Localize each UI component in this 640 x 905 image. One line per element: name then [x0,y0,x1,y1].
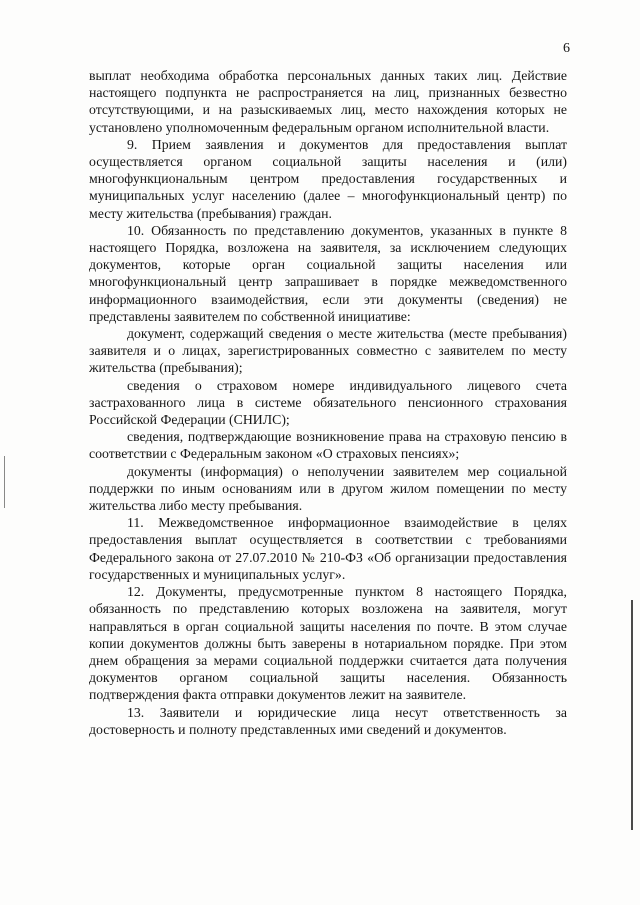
document-body [89,67,567,738]
page-number: 6 [563,41,570,56]
paragraph-13: 13. Заявители и юридические лица несут ответственность за достоверность и полноту представленных ими сведений и документов. [89,704,567,737]
paragraph-10-non-receipt: документы (информация) о неполучении заявителем мер социальной поддержки по иным основаниям или в другом жилом помещении по месту жительства либо месту пребывания. [89,463,567,514]
paragraph-10-pension-right: сведения, подтверждающие возникновение права на страховую пенсию в соответствии с Федеральным законом «О страховых пенсиях»; [89,429,567,462]
paragraph-12: 12. Документы, предусмотренные пунктом 8 настоящего Порядка, обязанность по представлению которых возложена на заявителя, могут направляться в орган социальной защиты населения по почте. В этом случае копии документов должны быть заверены в нотариальном порядке. При этом днем обращения за мерами социальной поддержки считается дата получения документов органом социальной защиты населения. Обязанность подтверждения факта отправки документов лежит на заявителе. [89,584,567,703]
scan-artifact-right [631,600,633,830]
paragraph-9: 9. Прием заявления и документов для предоставления выплат осуществляется органом социальной защиты населения и (или) многофункциональным центром предоставления государственных и муниципальных услуг населению (далее – многофункциональный центр) по месту жительства (пребывания) граждан. [89,136,567,221]
paragraph-11: 11. Межведомственное информационное взаимодействие в целях предоставления выплат осуществляется в соответствии с требованиями Федерального закона от 27.07.2010 № 210-ФЗ «Об организации предоставления государственных и муниципальных услуг». [89,515,567,582]
paragraph-intro: выплат необходима обработка персональных данных таких лиц. Действие настоящего подпункта не распространяется на лиц, признанных безвестно отсутствующими, и на разыскиваемых лиц, место нахождения которых не установлено уполномоченным федеральным органом исполнительной власти. [89,68,567,135]
paragraph-10: 10. Обязанность по представлению документов, указанных в пункте 8 настоящего Порядка, возложена на заявителя, за исключением следующих документов, которые орган социальной защиты населения или многофункциональный центр запрашивает в порядке межведомственного информационного взаимодействия, если эти документы (сведения) не представлены заявителем по собственной инициативе: [89,222,567,324]
paragraph-10-snils: сведения о страховом номере индивидуального лицевого счета застрахованного лица в системе обязательного пенсионного страхования Российской Федерации (СНИЛС); [89,377,567,428]
paragraph-10-residence-document: документ, содержащий сведения о месте жительства (месте пребывания) заявителя и о лицах, зарегистрированных совместно с заявителем по месту жительства (пребывания); [89,326,567,376]
scan-artifact-left [4,456,5,508]
